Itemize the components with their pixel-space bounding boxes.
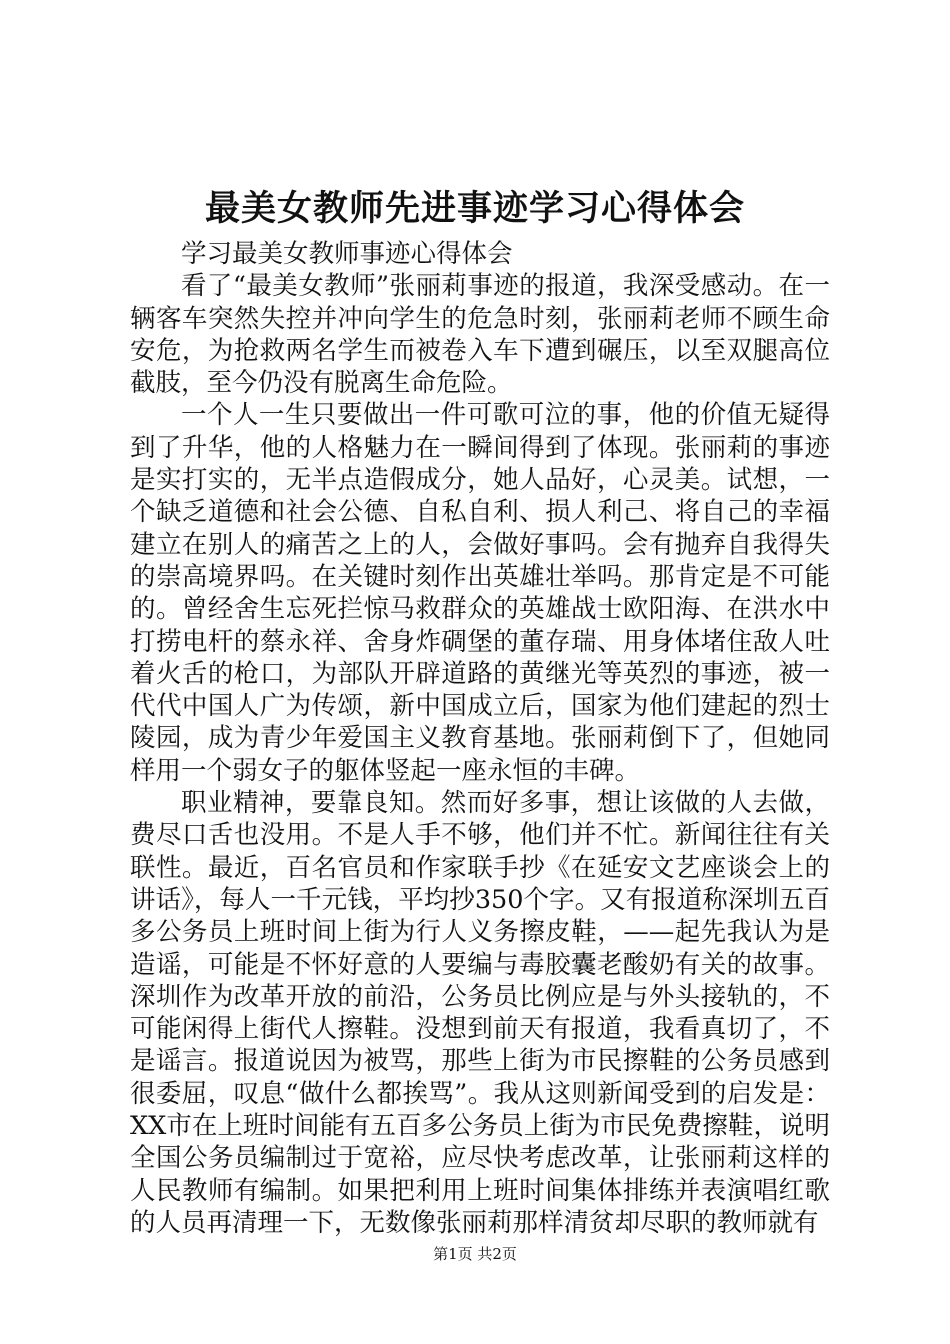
document-title: 最美女教师先进事迹学习心得体会 — [204, 188, 745, 229]
body-paragraph: 职业精神，要靠良知。然而好多事，想让该做的人去做，费尽口舌也没用。不是人手不够，他们并不忙。新闻往往有关联性。最近，百名官员和作家联手抄《在延安文艺座谈会上的讲话》，每人一千元钱，平均抄350个字。又有报道称深圳五百多公务员上班时间上街为行人义务擦皮鞋，——起先我认为是造谣，可能是不怀好意的人要编与毒胶囊老酸奶有关的故事。深圳作为改革开放的前沿，公务员比例应是与外头接轨的，不可能闲得上街代人擦鞋。没想到前天有报道，我看真切了，不是谣言。报道说因为被骂，那些上街为市民擦鞋的公务员感到很委屈，叹息“做什么都挨骂”。我从这则新闻受到的启发是：XX市在上班时间能有五百多公务员上街为市民免费擦鞋，说明全国公务员编制过于宽裕，应尽快考虑改革，让张丽莉这样的人民教师有编制。如果把利用上班时间集体排练并表演唱红歌的人员再清理一下，无数像张丽莉那样清贫却尽职的教师就有 — [130, 788, 830, 1238]
body-paragraph: 看了“最美女教师”张丽莉事迹的报道，我深受感动。在一辆客车突然失控并冲向学生的危急时刻，张丽莉老师不顾生命安危，为抢救两名学生而被卷入车下遭到碾压，以至双腿高位截肢，至今仍没有脱离生命危险。 — [130, 271, 830, 399]
subtitle-paragraph: 学习最美女教师事迹心得体会 — [181, 239, 513, 269]
page-footer: 第1页 共2页 — [433, 1245, 517, 1263]
body-paragraph: 一个人一生只要做出一件可歌可泣的事，他的价值无疑得到了升华，他的人格魅力在一瞬间得到了体现。张丽莉的事迹是实打实的，无半点造假成分，她人品好，心灵美。试想，一个缺乏道德和社会公德、自私自利、损人利己、将自己的幸福建立在别人的痛苦之上的人，会做好事吗。会有抛弃自我得失的崇高境界吗。在关键时刻作出英雄壮举吗。那肯定是不可能的。曾经舍生忘死拦惊马救群众的英雄战士欧阳海、在洪水中打捞电杆的蔡永祥、舍身炸碉堡的董存瑞、用身体堵住敌人吐着火舌的枪口，为部队开辟道路的黄继光等英烈的事迹，被一代代中国人广为传颂，新中国成立后，国家为他们建起的烈士陵园，成为青少年爱国主义教育基地。张丽莉倒下了，但她同样用一个弱女子的躯体竖起一座永恒的丰碑。 — [130, 400, 830, 786]
document-body — [130, 238, 830, 1239]
